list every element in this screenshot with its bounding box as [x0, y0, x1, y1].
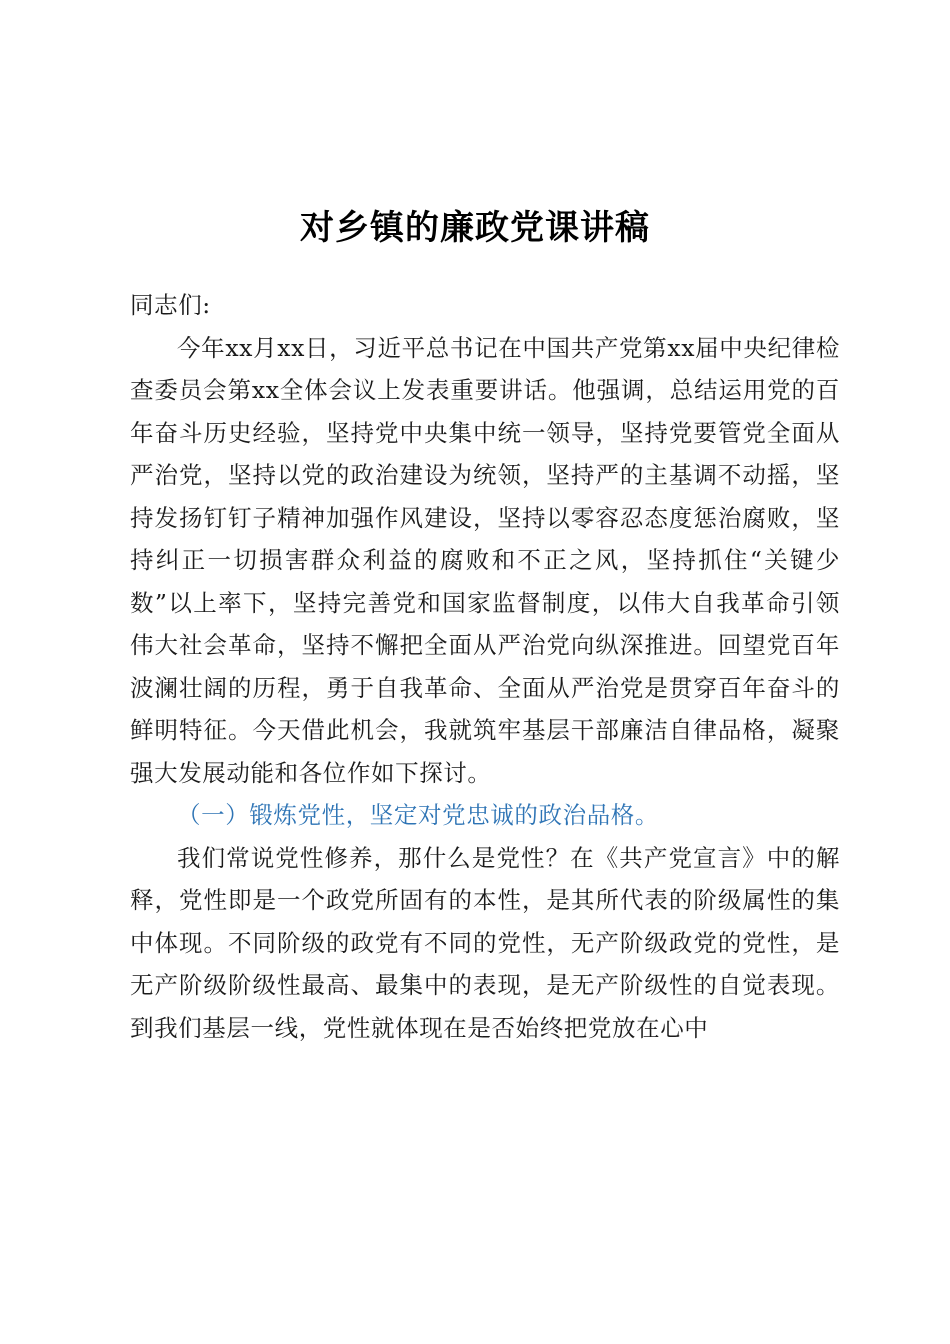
document-body — [130, 284, 840, 1049]
document-title: 对乡镇的廉政党课讲稿 — [300, 208, 650, 248]
paragraph-party-spirit: 我们常说党性修养，那什么是党性？在《共产党宣言》中的解释，党性即是一个政党所固有的本性，是其所代表的阶级属性的集中体现。不同阶级的政党有不同的党性，无产阶级政党的党性，是无产阶级阶级性最高、最集中的表现，是无产阶级性的自觉表现。到我们基层一线，党性就体现在是否始终把党放在心中 — [130, 843, 840, 1042]
salutation: 同志们: — [130, 291, 211, 319]
paragraph-intro: 今年xx月xx日，习近平总书记在中国共产党第xx届中央纪律检查委员会第xx全体会议上发表重要讲话。他强调，总结运用党的百年奋斗历史经验，坚持党中央集中统一领导，坚持党要管党全面从严治党，坚持以党的政治建设为统领，坚持严的主基调不动摇，坚持发扬钉钉子精神加强作风建设，坚持以零容忍态度惩治腐败，坚持纠正一切损害群众利益的腐败和不正之风，坚持抓住“关键少数”以上率下，坚持完善党和国家监督制度，以伟大自我革命引领伟大社会革命，坚持不懈把全面从严治党向纵深推进。回望党百年波澜壮阔的历程，勇于自我革命、全面从严治党是贯穿百年奋斗的鲜明特征。今天借此机会，我就筑牢基层干部廉洁自律品格，凝聚强大发展动能和各位作如下探讨。 — [130, 333, 840, 787]
section-heading-1: （一）锻炼党性，坚定对党忠诚的政治品格。 — [177, 801, 659, 829]
